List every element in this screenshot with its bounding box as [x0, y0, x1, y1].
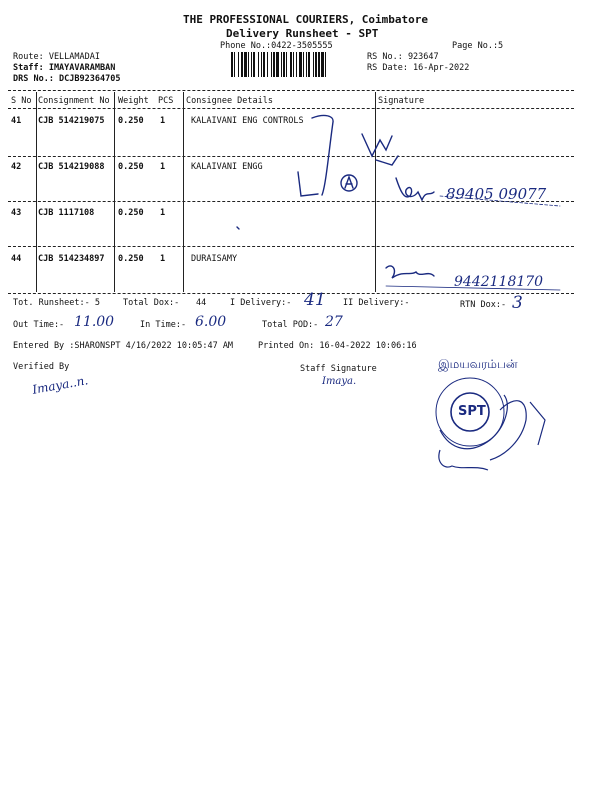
barcode-bar	[263, 52, 265, 77]
staff-label: Staff: IMAYAVARAMBAN	[13, 63, 116, 73]
row-sno: 43	[11, 208, 22, 218]
table-bottom-border	[8, 293, 574, 294]
col-header-sno: S No	[11, 96, 32, 106]
col-header-pcs: PCS	[158, 96, 174, 106]
entered-by: Entered By :SHARONSPT 4/16/2022 10:05:47 AM	[13, 341, 234, 351]
handwritten-circle-mark	[341, 175, 357, 191]
row-sno: 44	[11, 254, 22, 264]
table-header-border	[8, 108, 574, 109]
row-consignment: CJB 1117108	[38, 208, 95, 218]
barcode-bar	[321, 52, 324, 77]
barcode-bar	[234, 52, 235, 77]
row-weight: 0.250	[118, 208, 144, 218]
barcode-bar	[267, 52, 268, 77]
handwritten-check	[362, 134, 392, 156]
drs-number: DRS No.: DCJB92364705	[13, 74, 121, 84]
row-consignment: CJB 514219088	[38, 162, 105, 172]
row-consignment: CJB 514219075	[38, 116, 105, 126]
total-dox-value: 44	[196, 298, 207, 308]
total-dox-label: Total Dox:-	[123, 298, 180, 308]
staff-signature-label: Staff Signature	[300, 364, 377, 374]
company-name: THE PROFESSIONAL COURIERS, Coimbatore	[183, 13, 429, 26]
barcode-bar	[261, 52, 262, 77]
out-time-value: 11.00	[74, 314, 115, 330]
barcode-bar	[315, 52, 317, 77]
barcode-bar	[276, 52, 279, 77]
barcode-bar	[248, 52, 249, 77]
barcode-bar	[286, 52, 287, 77]
row-consignee: KALAIVANI ENGG	[191, 162, 263, 172]
barcode-bar	[318, 52, 320, 77]
row44-phone: 9442118170	[454, 274, 544, 290]
row-consignee: KALAIVANI ENG CONTROLS	[191, 116, 304, 126]
col-header-consignment: Consignment No	[38, 96, 110, 106]
total-pod-label: Total POD:-	[262, 320, 319, 330]
table-top-border	[8, 90, 574, 91]
phone-number: Phone No.:0422-3505555	[220, 41, 333, 51]
total-pod-value: 27	[325, 314, 343, 330]
row-pcs: 1	[160, 162, 166, 172]
barcode-bar	[308, 52, 310, 77]
handwritten-mark	[298, 172, 318, 196]
row-weight: 0.250	[118, 116, 144, 126]
out-time-label: Out Time:-	[13, 320, 65, 330]
row-pcs: 1	[160, 208, 166, 218]
column-divider	[375, 92, 376, 292]
row-divider	[8, 246, 574, 247]
row-pcs: 1	[160, 116, 166, 126]
barcode-bar	[253, 52, 255, 77]
row-sno: 42	[11, 162, 22, 172]
row-weight: 0.250	[118, 254, 144, 264]
col-header-signature: Signature	[378, 96, 425, 106]
column-divider	[114, 92, 115, 292]
col-header-consignee: Consignee Details	[186, 96, 273, 106]
verified-by-signature: Imaya..n.	[31, 373, 90, 397]
row-consignment: CJB 514234897	[38, 254, 105, 264]
row-sno: 41	[11, 116, 22, 126]
tot-runsheet: Tot. Runsheet:- 5	[13, 298, 100, 308]
spt-stamp	[436, 378, 545, 470]
rtn-dox-value: 3	[512, 293, 523, 313]
column-divider	[183, 92, 184, 292]
barcode-bar	[293, 52, 294, 77]
tamil-signature: இமயவரம்பன்	[438, 357, 518, 371]
i-delivery-label: I Delivery:-	[230, 298, 292, 308]
barcode-bar	[241, 52, 243, 77]
barcode-bar	[231, 52, 233, 77]
barcode-bar	[313, 52, 314, 77]
document-title: Delivery Runsheet - SPT	[226, 27, 379, 40]
barcode-bar	[296, 52, 297, 77]
barcode-bar	[238, 52, 239, 77]
in-time-value: 6.00	[195, 314, 227, 330]
route-label: Route: VELLAMADAI	[13, 52, 100, 62]
row-divider	[8, 156, 574, 157]
rtn-dox-label: RTN Dox:-	[460, 300, 507, 310]
stamp-text: SPT	[458, 404, 486, 419]
barcode-bar	[299, 52, 302, 77]
col-header-weight: Weight	[118, 96, 149, 106]
row-pcs: 1	[160, 254, 166, 264]
barcode-bar	[258, 52, 259, 77]
i-delivery-value: 41	[304, 290, 326, 310]
row42-phone: 89405 09077	[446, 185, 547, 203]
rs-date: RS Date: 16-Apr-2022	[367, 63, 470, 73]
barcode-bar	[290, 52, 292, 77]
staff-signature: Imaya.	[322, 376, 357, 387]
barcode-bar	[251, 52, 252, 77]
barcode-bar	[244, 52, 247, 77]
barcode-bar	[303, 52, 304, 77]
row-consignee: DURAISAMY	[191, 254, 238, 264]
barcode-bar	[271, 52, 272, 77]
printed-on: Printed On: 16-04-2022 10:06:16	[258, 341, 417, 351]
barcode-bar	[283, 52, 285, 77]
verified-by-label: Verified By	[13, 362, 70, 372]
barcode-bar	[281, 52, 282, 77]
row-weight: 0.250	[118, 162, 144, 172]
ii-delivery-label: II Delivery:-	[343, 298, 410, 308]
barcode-bar	[325, 52, 326, 77]
barcode-bar	[273, 52, 275, 77]
rs-number: RS No.: 923647	[367, 52, 439, 62]
barcode-bar	[306, 52, 307, 77]
column-divider	[36, 92, 37, 292]
page-number: Page No.:5	[452, 41, 504, 51]
in-time-label: In Time:-	[140, 320, 187, 330]
